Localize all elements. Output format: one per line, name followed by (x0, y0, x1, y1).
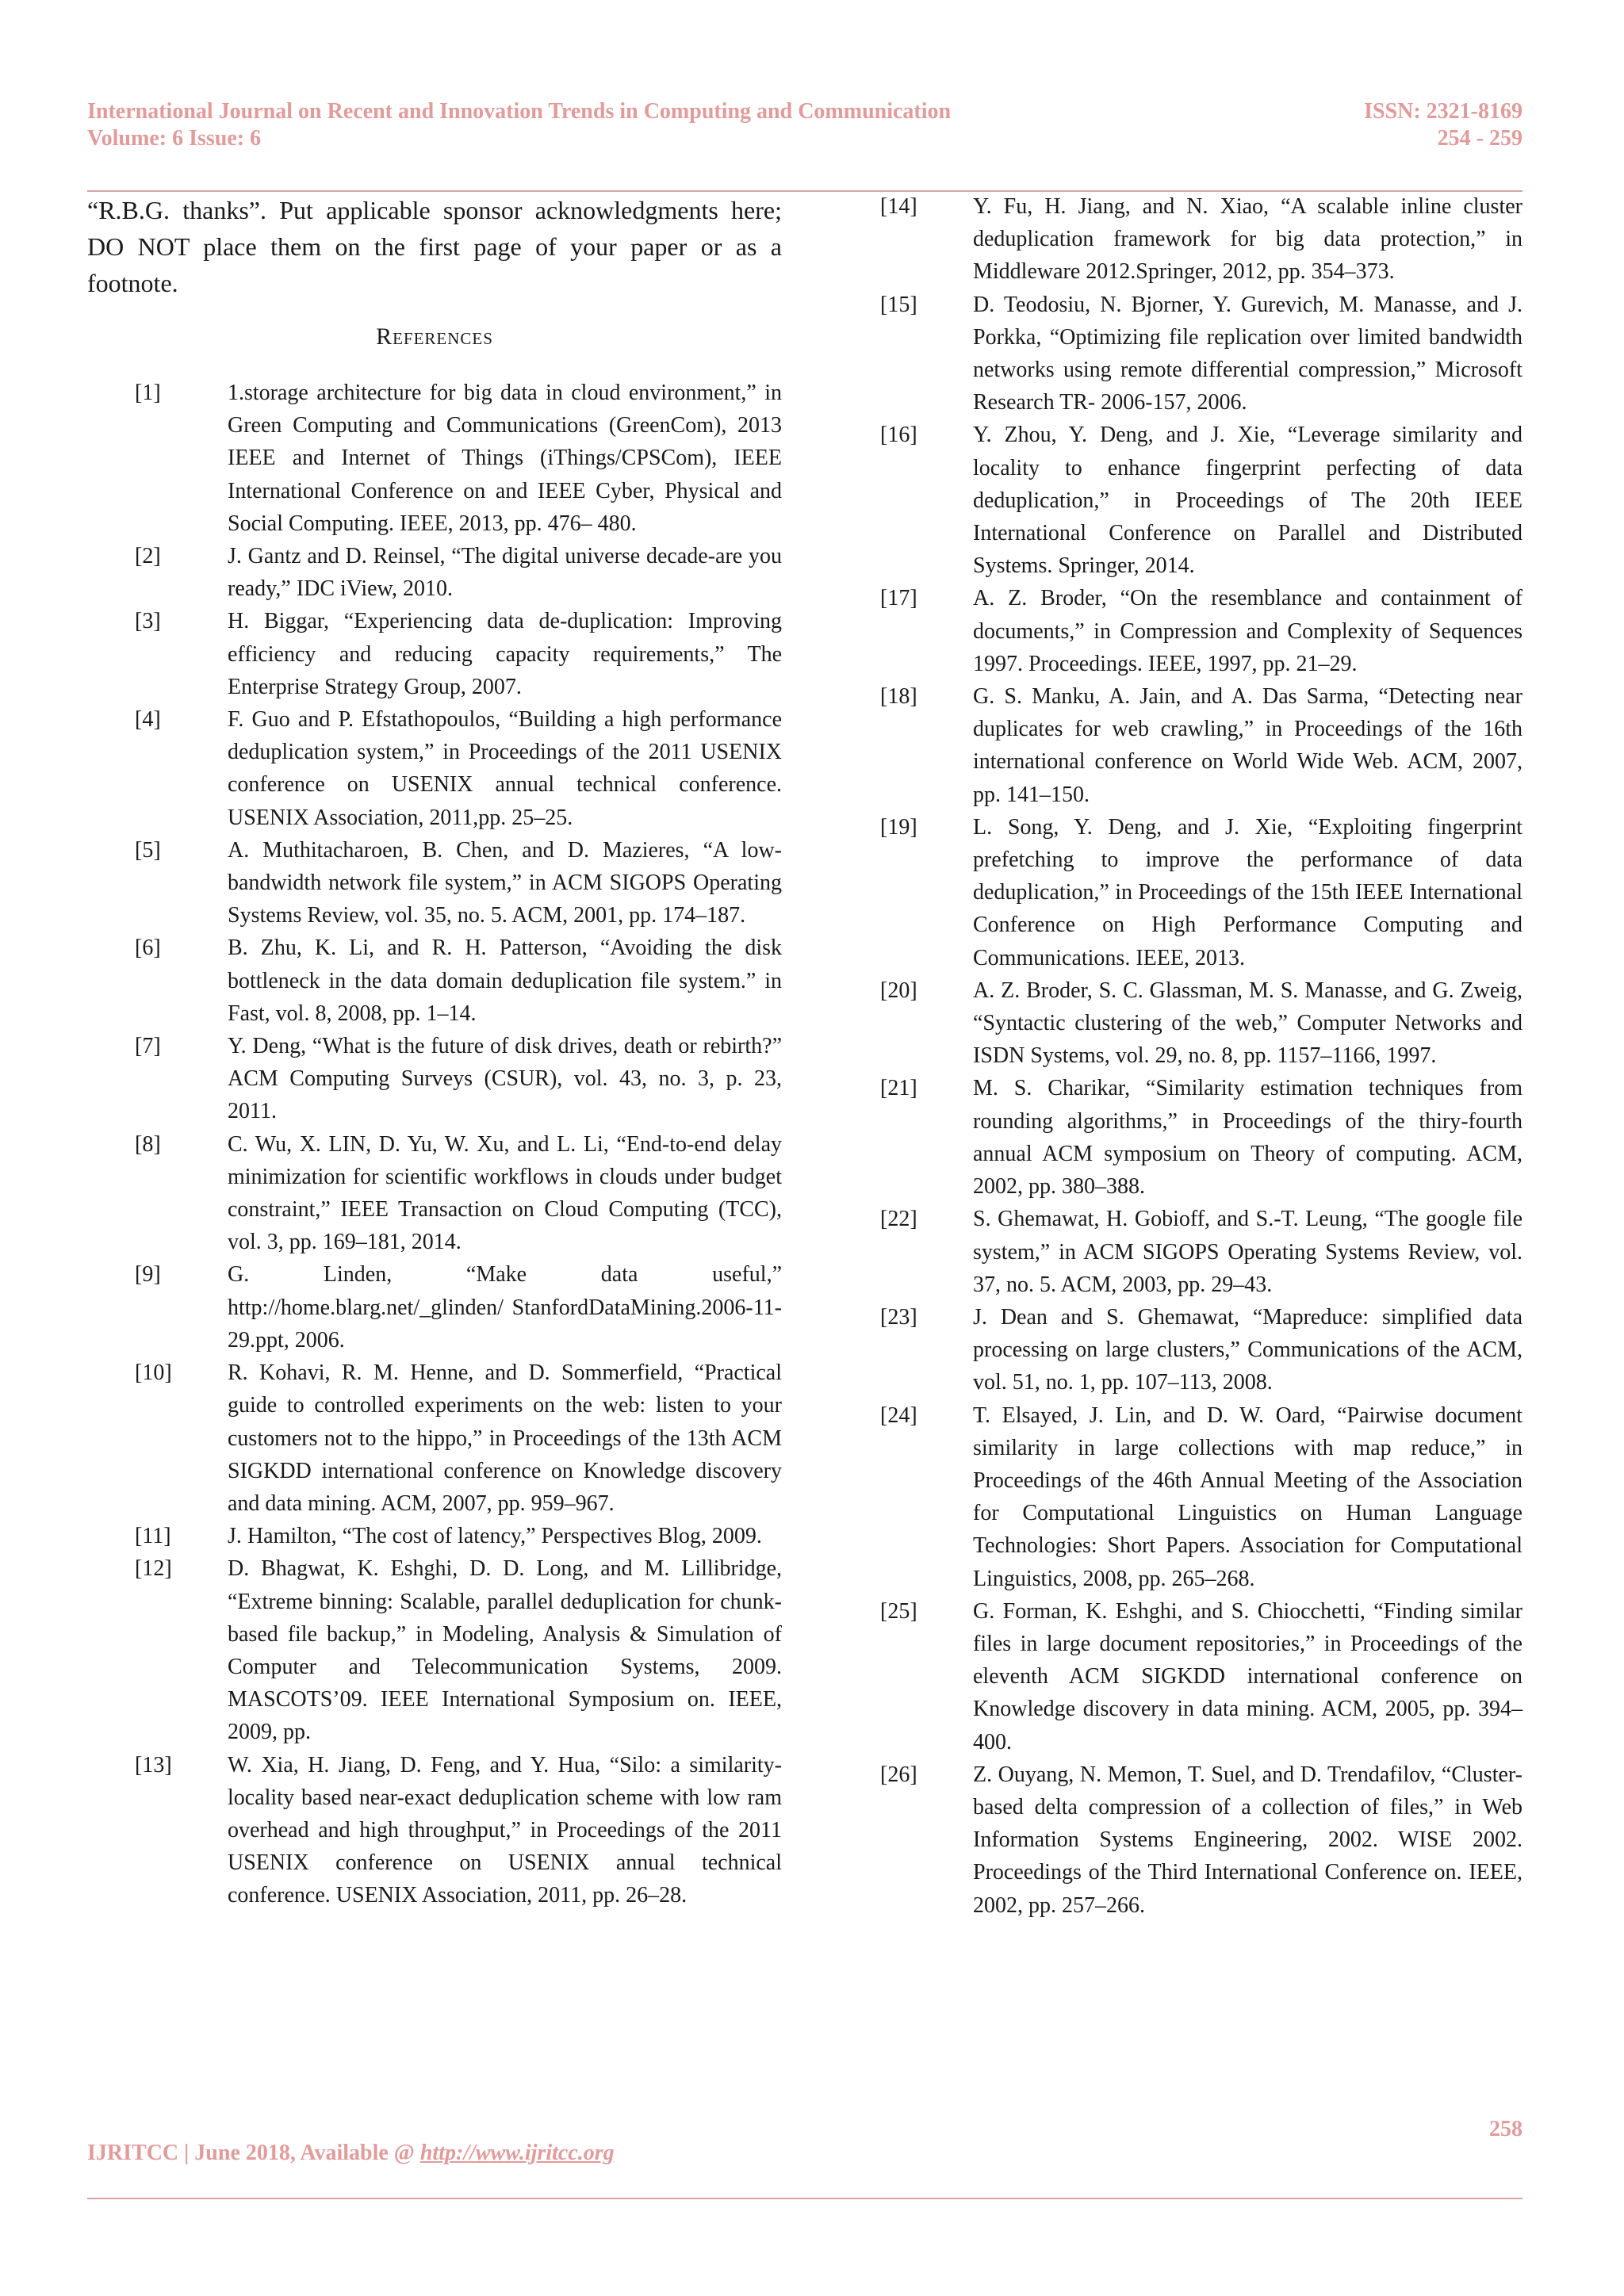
reference-number: [23] (880, 1304, 917, 1330)
journal-title: International Journal on Recent and Innovation Trends in Computing and Communication (87, 99, 952, 124)
reference-item (880, 1595, 1522, 1758)
acknowledgment-text: “R.B.G. thanks”. Put applicable sponsor acknowledgments here; DO NOT place them on the first page of your paper or as a footnote. (87, 196, 782, 297)
reference-item (135, 1258, 782, 1357)
reference-number: [10] (135, 1360, 172, 1386)
reference-text: J. Dean and S. Ghemawat, “Mapreduce: simplified data processing on large clusters,” Communications of the ACM, vol. 51, no. 1, pp. 107–113, 2008. (973, 1304, 1522, 1395)
reference-number: [20] (880, 978, 917, 1003)
reference-number: [6] (135, 936, 161, 961)
reference-text: T. Elsayed, J. Lin, and D. W. Oard, “Pairwise document similarity in large collections with map reduce,” in Proceedings of the 46th Annual Meeting of the Association for Computational Linguistics on Human Language Technologies: Short Papers. Association for Computational Linguistics, 2008, pp. 265–268. (973, 1402, 1522, 1591)
reference-item (135, 703, 782, 834)
reference-item (135, 1749, 782, 1912)
reference-text: Y. Fu, H. Jiang, and N. Xiao, “A scalable inline cluster deduplication framework for big data protection,” in Middleware 2012.Springer, 2012, pp. 354–373. (973, 194, 1522, 285)
footer-text: IJRITCC | June 2018, Available @ (87, 2141, 420, 2165)
reference-number: [8] (135, 1131, 161, 1157)
reference-item (135, 834, 782, 932)
reference-number: [25] (880, 1598, 917, 1624)
footer-rule (87, 2198, 1522, 2199)
reference-text: A. Z. Broder, S. C. Glassman, M. S. Manasse, and G. Zweig, “Syntactic clustering of the web,” Computer Networks and ISDN Systems, vol. 29, no. 8, pp. 1157–1166, 1997. (973, 978, 1522, 1069)
reference-text: D. Teodosiu, N. Bjorner, Y. Gurevich, M. Manasse, and J. Porkka, “Optimizing file replication over limited bandwidth networks using remote differential compression,” Microsoft Research TR- 2006-157, 2006. (973, 292, 1522, 415)
reference-number: [4] (135, 707, 161, 733)
reference-item (135, 605, 782, 703)
reference-number: [18] (880, 684, 917, 710)
reference-text: 1.storage architecture for big data in cloud environment,” in Green Computing and Communications (GreenCom), 2013 IEEE and Internet of Things (iThings/CPSCom), IEEE International Conference on and IEEE Cyber, Physical and Social Computing. IEEE, 2013, pp. 476– 480. (228, 381, 782, 536)
reference-text: A. Z. Broder, “On the resemblance and containment of documents,” in Compression and Complexity of Sequences 1997. Proceedings. IEEE, 1997, pp. 21–29. (973, 586, 1522, 676)
reference-text: C. Wu, X. LIN, D. Yu, W. Xu, and L. Li, “End-to-end delay minimization for scientific workflows in clouds under budget constraint,” IEEE Transaction on Cloud Computing (TCC), vol. 3, pp. 169–181, 2014. (228, 1131, 782, 1255)
reference-number: [21] (880, 1076, 917, 1101)
reference-text: G. S. Manku, A. Jain, and A. Das Sarma, “Detecting near duplicates for web crawling,” in Proceedings of the 16th international conference on World Wide Web. ACM, 2007, pp. 141–150. (973, 684, 1522, 807)
reference-number: [26] (880, 1762, 917, 1787)
reference-item (880, 190, 1522, 289)
reference-item (135, 1357, 782, 1520)
page-footer (87, 2141, 615, 2166)
header-right (1364, 98, 1522, 152)
reference-number: [3] (135, 609, 161, 634)
page-number: 258 (1489, 2117, 1522, 2141)
reference-number: [22] (880, 1207, 917, 1232)
reference-item (880, 289, 1522, 419)
reference-number: [13] (135, 1752, 172, 1777)
reference-number: [24] (880, 1402, 917, 1428)
reference-item (135, 1520, 782, 1552)
header-left (87, 98, 951, 152)
reference-item (880, 1399, 1522, 1595)
reference-item (135, 1030, 782, 1128)
reference-item (880, 680, 1522, 811)
reference-item (880, 1301, 1522, 1399)
reference-number: [9] (135, 1262, 161, 1288)
reference-number: [11] (135, 1524, 171, 1549)
reference-text: W. Xia, H. Jiang, D. Feng, and Y. Hua, “Silo: a similarity-locality based near-exact deduplication scheme with low ram overhead and high throughput,” in Proceedings of the 2011 USENIX conference on USENIX annual technical conference. USENIX Association, 2011, pp. 26–28. (228, 1752, 782, 1908)
reference-text: Z. Ouyang, N. Memon, T. Suel, and D. Trendafilov, “Cluster-based delta compression of a collection of files,” in Web Information Systems Engineering, 2002. WISE 2002. Proceedings of the Third International Conference on. IEEE, 2002, pp. 257–266. (973, 1762, 1522, 1918)
reference-item (880, 1758, 1522, 1922)
reference-number: [12] (135, 1556, 172, 1582)
reference-text: G. Forman, K. Eshghi, and S. Chiocchetti, “Finding similar files in large document repositories,” in Proceedings of the eleventh ACM SIGKDD international conference on Knowledge discovery in data mining. ACM, 2005, pp. 394–400. (973, 1598, 1522, 1755)
references-left-column (135, 377, 782, 1912)
reference-text: Y. Deng, “What is the future of disk drives, death or rebirth?” ACM Computing Surveys (CSUR), vol. 43, no. 3, p. 23, 2011. (228, 1034, 782, 1124)
reference-item (135, 377, 782, 540)
reference-item (135, 1552, 782, 1748)
reference-text: G. Linden, “Make data useful,” http://home.blarg.net/_glinden/ StanfordDataMining.2006-11-29.ppt, 2006. (228, 1262, 782, 1353)
reference-item (880, 1203, 1522, 1301)
reference-item (880, 419, 1522, 582)
reference-text: J. Gantz and D. Reinsel, “The digital universe decade-are you ready,” IDC iView, 2010. (228, 544, 782, 602)
volume-issue: Volume: 6 Issue: 6 (87, 126, 262, 151)
reference-number: [5] (135, 837, 161, 863)
reference-text: H. Biggar, “Experiencing data de-duplication: Improving efficiency and reducing capacity requirements,” The Enterprise Strategy Group, 2007. (228, 609, 782, 699)
reference-text: M. S. Charikar, “Similarity estimation techniques from rounding algorithms,” in Proceedings of the thiry-fourth annual ACM symposium on Theory of computing. ACM, 2002, pp. 380–388. (973, 1076, 1522, 1200)
footer-link[interactable]: http://www.ijritcc.org (419, 2141, 615, 2165)
reference-text: J. Hamilton, “The cost of latency,” Perspectives Blog, 2009. (228, 1524, 762, 1549)
reference-number: [16] (880, 423, 917, 448)
reference-text: A. Muthitacharoen, B. Chen, and D. Mazieres, “A low-bandwidth network file system,” in ACM SIGOPS Operating Systems Review, vol. 35, no. 5. ACM, 2001, pp. 174–187. (228, 837, 782, 928)
reference-number: [14] (880, 194, 917, 219)
reference-number: [7] (135, 1034, 161, 1059)
reference-item (135, 932, 782, 1030)
reference-item (880, 1072, 1522, 1203)
reference-text: B. Zhu, K. Li, and R. H. Patterson, “Avoiding the disk bottleneck in the data domain deduplication file system.” in Fast, vol. 8, 2008, pp. 1–14. (228, 936, 782, 1026)
reference-number: [15] (880, 292, 917, 317)
reference-text: D. Bhagwat, K. Eshghi, D. D. Long, and M. Lillibridge, “Extreme binning: Scalable, parallel deduplication for chunk-based file backup,” in Modeling, Analysis & Simulation of Computer and Telecommunication Systems, 2009. MASCOTS’09. IEEE International Symposium on. IEEE, 2009, pp. (228, 1556, 782, 1745)
reference-text: Y. Zhou, Y. Deng, and J. Xie, “Leverage similarity and locality to enhance fingerprint perfecting of data deduplication,” in Proceedings of The 20th IEEE International Conference on Parallel and Distributed Systems. Springer, 2014. (973, 423, 1522, 579)
reference-item (880, 811, 1522, 974)
page-range: 254 - 259 (1437, 126, 1522, 151)
reference-number: [17] (880, 586, 917, 611)
reference-text: S. Ghemawat, H. Gobioff, and S.-T. Leung, “The google file system,” in ACM SIGOPS Operating Systems Review, vol. 37, no. 5. ACM, 2003, pp. 29–43. (973, 1207, 1522, 1297)
reference-item (880, 582, 1522, 680)
reference-text: L. Song, Y. Deng, and J. Xie, “Exploiting fingerprint prefetching to improve the performance of data deduplication,” in Proceedings of the 15th IEEE International Conference on High Performance Computing and Communications. IEEE, 2013. (973, 814, 1522, 970)
reference-item (135, 1128, 782, 1259)
issn: ISSN: 2321-8169 (1364, 99, 1522, 124)
reference-number: [1] (135, 381, 161, 405)
reference-number: [19] (880, 814, 917, 840)
reference-item (135, 540, 782, 605)
references-heading: References (376, 323, 493, 350)
reference-item (880, 974, 1522, 1073)
reference-text: F. Guo and P. Efstathopoulos, “Building a high performance deduplication system,” in Proceedings of the 2011 USENIX conference on USENIX annual technical conference. USENIX Association, 2011,pp. 25–25. (228, 707, 782, 830)
reference-text: R. Kohavi, R. M. Henne, and D. Sommerfield, “Practical guide to controlled experiments on the web: listen to your customers not to the hippo,” in Proceedings of the 13th ACM SIGKDD international conference on Knowledge discovery and data mining. ACM, 2007, pp. 959–967. (228, 1360, 782, 1516)
reference-number: [2] (135, 544, 161, 569)
references-right-column (880, 190, 1522, 1922)
